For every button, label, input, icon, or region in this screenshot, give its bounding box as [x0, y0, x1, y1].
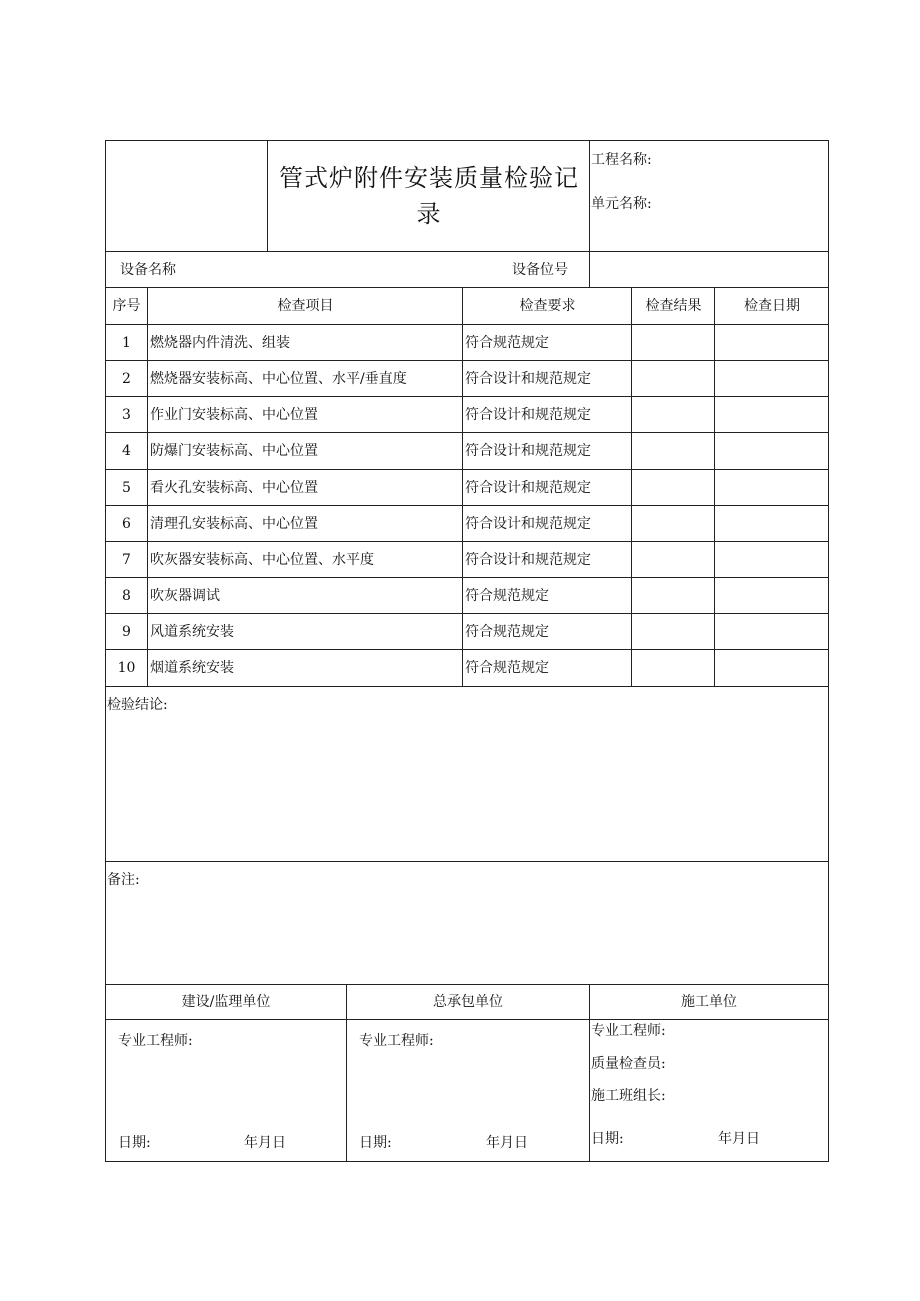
- row-no: 2: [122, 371, 131, 387]
- owner-date-label: 日期:: [118, 1135, 151, 1151]
- table-row: [106, 433, 828, 469]
- unit-name-label: 单元名称:: [591, 196, 652, 212]
- form-title: 管式炉附件安装质量检验记录: [279, 164, 579, 228]
- table-row: [106, 470, 828, 506]
- row-requirement: 符合规范规定: [465, 624, 549, 640]
- row-no: 4: [122, 443, 131, 459]
- row-requirement: 符合设计和规范规定: [465, 480, 591, 496]
- table-row: [106, 578, 828, 614]
- row-item: 燃烧器内件清洗、组装: [150, 335, 290, 351]
- builder-date-label: 日期:: [591, 1131, 624, 1147]
- header-item: 检查项目: [277, 298, 334, 314]
- row-item: 吹灰器安装标高、中心位置、水平度: [150, 552, 374, 568]
- builder-engineer-label: 专业工程师:: [591, 1023, 666, 1039]
- row-requirement: 符合规范规定: [465, 335, 549, 351]
- divider: [105, 861, 829, 862]
- row-requirement: 符合设计和规范规定: [465, 371, 591, 387]
- row-no: 7: [122, 552, 131, 568]
- table-row: [106, 614, 828, 650]
- header-date: 检查日期: [744, 298, 800, 314]
- header-result: 检查结果: [645, 298, 702, 314]
- contractor-engineer-label: 专业工程师:: [359, 1033, 434, 1049]
- header-no: 序号: [112, 298, 141, 314]
- row-item: 清理孔安装标高、中心位置: [150, 516, 318, 532]
- row-requirement: 符合设计和规范规定: [465, 407, 591, 423]
- row-requirement: 符合设计和规范规定: [465, 516, 591, 532]
- table-row: [106, 542, 828, 578]
- owner-date-suffix: 年月日: [244, 1135, 286, 1151]
- table-row: [106, 397, 828, 433]
- row-no: 1: [122, 335, 131, 351]
- row-requirement: 符合规范规定: [465, 588, 549, 604]
- contractor-unit-header: 总承包单位: [433, 994, 503, 1010]
- row-no: 10: [117, 660, 136, 676]
- row-item: 看火孔安装标高、中心位置: [150, 480, 318, 496]
- row-no: 6: [122, 516, 131, 532]
- table-row: [106, 506, 828, 542]
- row-item: 吹灰器调试: [150, 588, 220, 604]
- divider: [105, 686, 829, 687]
- divider: [105, 251, 829, 252]
- row-requirement: 符合设计和规范规定: [465, 443, 591, 459]
- row-item: 燃烧器安装标高、中心位置、水平/垂直度: [150, 371, 407, 387]
- header-requirement: 检查要求: [519, 298, 576, 314]
- equipment-tag-label: 设备位号: [512, 262, 568, 278]
- remarks-label: 备注:: [107, 872, 140, 888]
- row-no: 3: [122, 407, 131, 423]
- row-item: 防爆门安装标高、中心位置: [150, 443, 318, 459]
- table-row: [106, 325, 828, 361]
- equipment-name-label: 设备名称: [120, 262, 176, 278]
- divider: [105, 984, 829, 985]
- row-requirement: 符合设计和规范规定: [465, 552, 591, 568]
- row-item: 烟道系统安装: [150, 660, 234, 676]
- builder-date-suffix: 年月日: [718, 1131, 760, 1147]
- row-no: 5: [122, 480, 131, 496]
- divider: [105, 1019, 829, 1020]
- row-no: 8: [122, 588, 131, 604]
- project-name-label: 工程名称:: [591, 152, 652, 168]
- table-row: [106, 650, 828, 686]
- contractor-date-suffix: 年月日: [486, 1135, 528, 1151]
- builder-unit-header: 施工单位: [681, 994, 737, 1010]
- row-item: 作业门安装标高、中心位置: [150, 407, 318, 423]
- row-item: 风道系统安装: [150, 624, 234, 640]
- table-header-row: [106, 288, 828, 324]
- row-no: 9: [122, 624, 131, 640]
- contractor-date-label: 日期:: [359, 1135, 392, 1151]
- row-requirement: 符合规范规定: [465, 660, 549, 676]
- conclusion-label: 检验结论:: [107, 697, 168, 713]
- owner-unit-header: 建设/监理单位: [181, 994, 271, 1010]
- owner-engineer-label: 专业工程师:: [118, 1033, 193, 1049]
- table-row: [106, 361, 828, 397]
- builder-inspector-label: 质量检查员:: [591, 1056, 666, 1072]
- builder-team-leader-label: 施工班组长:: [591, 1088, 666, 1104]
